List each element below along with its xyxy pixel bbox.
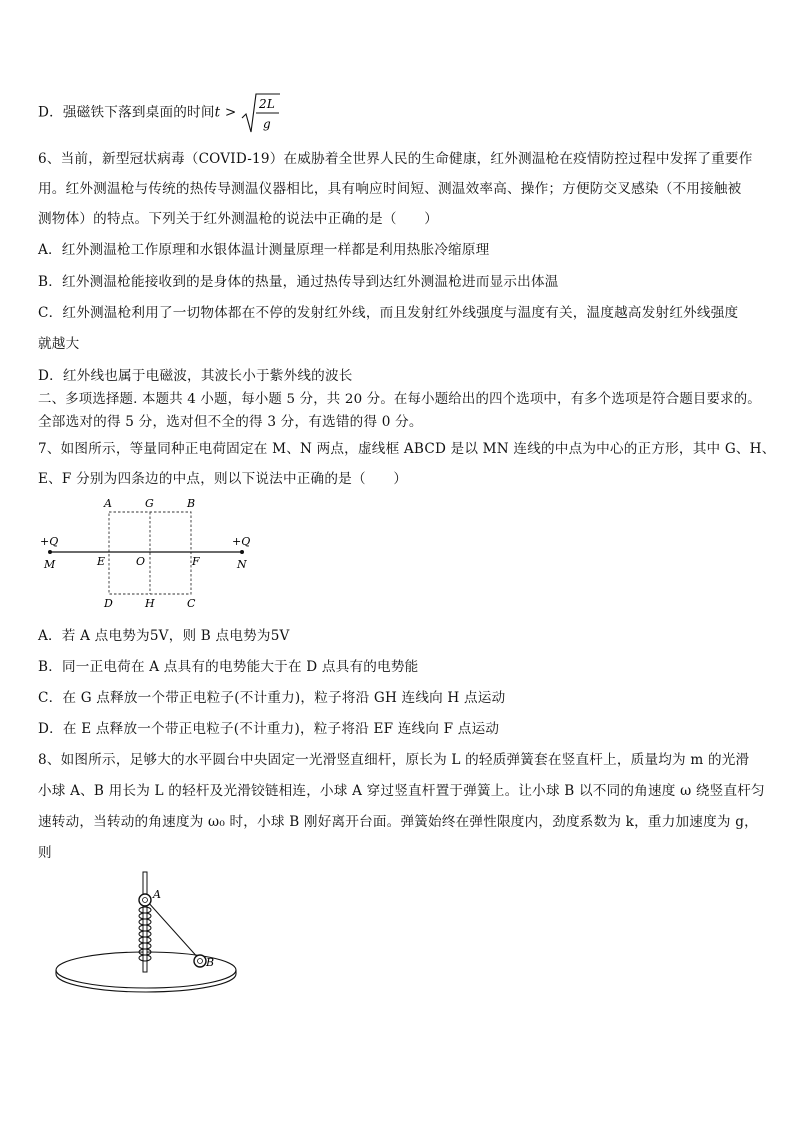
label-ball-a: A (153, 888, 161, 901)
label-m: M (44, 558, 56, 571)
ball-a (139, 894, 151, 906)
q7-figure (30, 492, 270, 612)
label-e: E (97, 555, 106, 568)
label-n: N (237, 558, 247, 571)
q5-option-d-text: D．强磁铁下落到桌面的时间 (38, 104, 215, 121)
q6-option-d: D．红外线也属于电磁波，其波长小于紫外线的波长 (38, 368, 353, 384)
label-charge-right: +Q (232, 535, 251, 548)
q8-line-3: 速转动，当转动的角速度为 ω₀ 时，小球 B 刚好离开台面。弹簧始终在弹性限度内，劲度系数为 k，重力加速度为 g， (38, 814, 758, 830)
q8-figure (50, 868, 250, 1008)
label-g: G (145, 497, 154, 510)
label-d: D (104, 597, 113, 610)
q7-option-a: A．若 A 点电势为5V，则 B 点电势为5V (38, 628, 290, 644)
label-charge-left: +Q (40, 535, 59, 548)
ball-b (194, 955, 206, 967)
q8-line-4: 则 (38, 845, 52, 861)
vertical-rod (143, 872, 147, 972)
q6-line-3: 测物体）的特点。下列关于红外测温枪的说法中正确的是（ ） (38, 211, 439, 227)
label-b: B (187, 497, 196, 510)
sqrt-numerator: 2L (258, 97, 275, 111)
q7-option-c: C．在 G 点释放一个带正电粒子(不计重力)，粒子将沿 GH 连线向 H 点运动 (38, 690, 506, 706)
q6-option-c-line-1: C．红外测温枪利用了一切物体都在不停的发射红外线，而且发射红外线强度与温度有关，温度越高发射红外线强度 (38, 305, 739, 321)
q5-option-d (38, 92, 281, 134)
label-c: C (187, 597, 196, 610)
q5-var-t: t (214, 104, 221, 121)
q6-line-1: 6、当前，新型冠状病毒（COVID-19）在威胁着全世界人民的生命健康，红外测温枪在疫情防控过程中发挥了重要作 (38, 151, 753, 167)
light-rod-ab (147, 901, 200, 960)
charge-n-dot (240, 550, 244, 554)
charge-m-dot (48, 550, 52, 554)
q7-option-d: D．在 E 点释放一个带正电粒子(不计重力)，粒子将沿 EF 连线向 F 点运动 (38, 721, 500, 737)
q5-relation: > (224, 104, 237, 121)
sqrt-symbol (241, 92, 281, 134)
label-a: A (104, 497, 112, 510)
label-h: H (145, 597, 155, 610)
q7-line-1: 7、如图所示，等量同种正电荷固定在 M、N 两点，虚线框 ABCD 是以 MN 连线的中点为中心的正方形，其中 G、H、 (38, 441, 776, 457)
sqrt-denominator: g (263, 117, 271, 131)
label-o: O (136, 555, 146, 568)
sqrt-expression (241, 92, 281, 134)
section2-line-2: 全部选对的得 5 分，选对但不全的得 3 分，有选错的得 0 分。 (38, 414, 423, 430)
q7-line-2: E、F 分别为四条边的中点，则以下说法中正确的是（ ） (38, 471, 408, 487)
section2-line-1: 二、多项选择题. 本题共 4 小题，每小题 5 分，共 20 分。在每小题给出的四个选项中，有多个选项是符合题目要求的。 (38, 392, 761, 407)
q6-option-c-line-2: 就越大 (38, 336, 80, 352)
q6-option-b: B．红外测温枪能接收到的是身体的热量，通过热传导到达红外测温枪进而显示出体温 (38, 274, 559, 290)
q7-option-b: B．同一正电荷在 A 点具有的电势能大于在 D 点具有的电势能 (38, 659, 419, 675)
q8-line-2: 小球 A、B 用长为 L 的轻杆及光滑铰链相连，小球 A 穿过竖直杆置于弹簧上。让小球 B 以不同的角速度 ω 绕竖直杆匀 (38, 783, 765, 799)
label-f: F (192, 555, 200, 568)
q6-option-a: A．红外测温枪工作原理和水银体温计测量原理一样都是利用热胀冷缩原理 (38, 242, 490, 258)
q8-line-1: 8、如图所示，足够大的水平圆台中央固定一光滑竖直细杆，原长为 L 的轻质弹簧套在竖直杆上，质量均为 m 的光滑 (38, 752, 750, 768)
label-ball-b: B (206, 956, 215, 969)
q6-line-2: 用。红外测温枪与传统的热传导测温仪器相比，具有响应时间短、测温效率高、操作；方便防交叉感染（不用接触被 (38, 181, 742, 197)
